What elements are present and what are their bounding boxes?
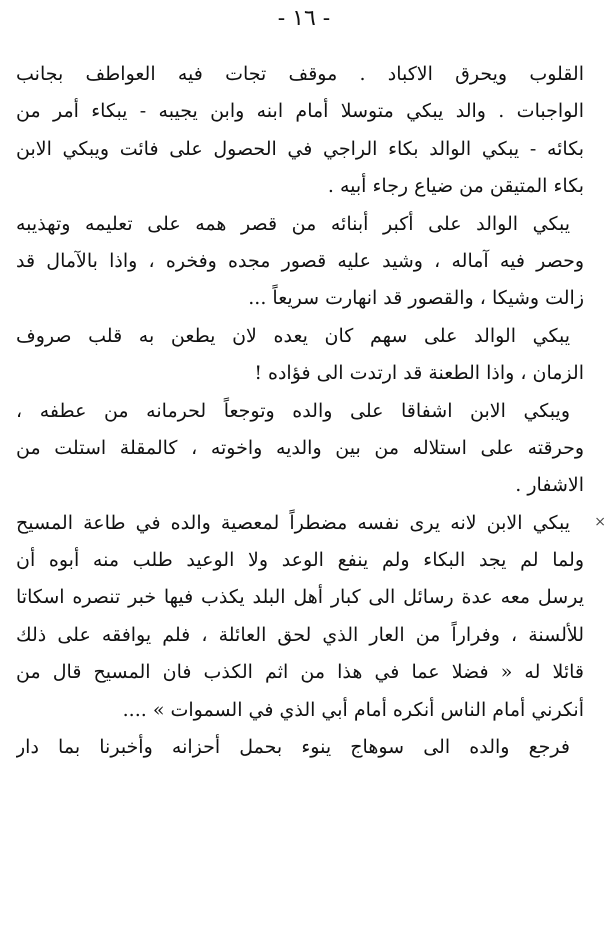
text-line: ويبكي الابن اشفاقا على والده وتوجعاً لحرمانه من عطفه ،	[16, 399, 570, 422]
text-line: ولما لم يجد البكاء ولم ينفع الوعد ولا الوعيد طلب منه أبوه أن	[16, 549, 584, 572]
text-line: للألسنة ، وفراراً من العار الذي لحق العائلة ، فلم يوافقه على ذلك	[16, 623, 584, 646]
text-line: بكائه - يبكي الوالد بكاء الراجي في الحصول على فائت ويبكي الابن	[16, 137, 584, 160]
text-line: يبكي الوالد على أكبر أبنائه من قصر همه على تعليمه وتهذيبه	[16, 212, 570, 235]
margin-mark: ×	[594, 514, 606, 530]
text-line: الاشفار .	[515, 474, 584, 497]
text-line: فرجع والده الى سوهاج ينوء بحمل أحزانه وأخبرنا بما دار	[16, 736, 570, 759]
text-line: وحصر فيه آماله ، وشيد عليه قصور مجده وفخره ، واذا بالآمال قد	[16, 249, 584, 272]
text-line: الزمان ، واذا الطعنة قد ارتدت الى فؤاده !	[254, 362, 584, 385]
text-line: وحرقته على استلاله من بين والديه واخوته ، كالمقلة استلت من	[16, 436, 584, 459]
text-line: القلوب ويحرق الاكباد . موقف تجات فيه العواطف بجانب	[16, 63, 584, 85]
text-line: يبكي الابن لانه يرى نفسه مضطراً لمعصية والده في طاعة المسيح	[16, 511, 570, 534]
page-body	[16, 56, 584, 766]
page-number: - ١٦ -	[277, 6, 331, 31]
text-line: يبكي الوالد على سهم كان يعده لان يطعن به قلب صروف	[16, 324, 570, 347]
text-line: الواجبات . والد يبكي متوسلا أمام ابنه وابن يجيبه - يبكاء أمر من	[16, 100, 584, 123]
text-line: أنكرني أمام الناس أنكره أمام أبي الذي في السموات » ....	[122, 698, 584, 721]
text-line: بكاء المتيقن من ضياع رجاء أبيه .	[327, 175, 584, 198]
text-line: يرسل معه عدة رسائل الى كبار أهل البلد يكذب فيها خبر تنصره اسكاتا	[16, 586, 584, 609]
text-line: زالت وشيكا ، والقصور قد انهارت سريعاً ...	[248, 287, 584, 310]
text-line: قائلا له « فضلا عما في هذا من اثم الكذب فان المسيح قال من	[16, 661, 584, 684]
